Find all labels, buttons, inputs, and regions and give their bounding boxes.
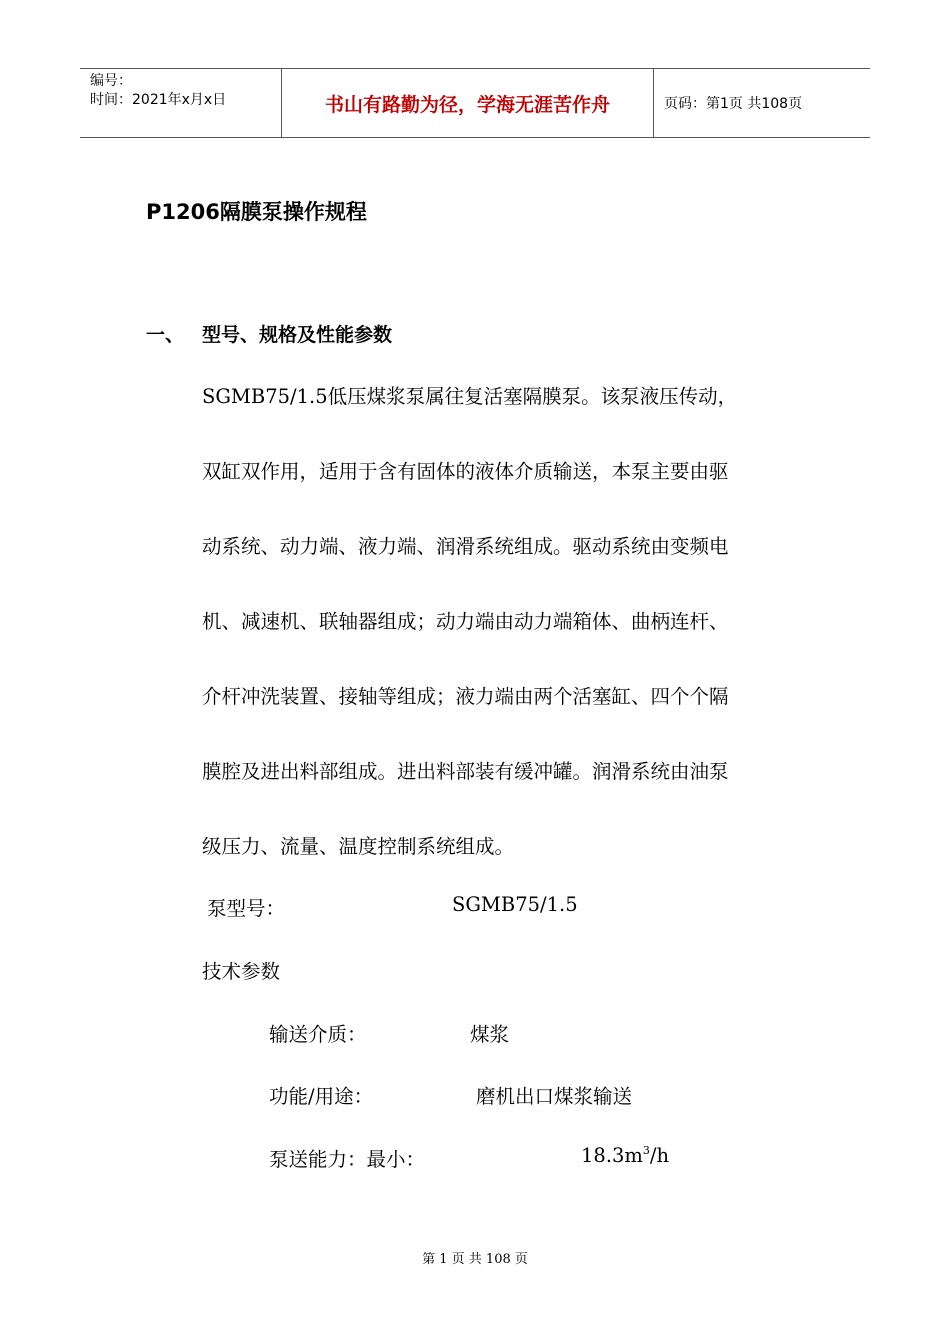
time-label: 时间：2021年x月x日 <box>90 92 227 108</box>
page-footer: 第 1 页 共 108 页 <box>422 1252 528 1267</box>
medium-value: 煤浆 <box>470 1023 510 1046</box>
pump-model-label: 泵型号： <box>207 897 286 920</box>
motto-text: 书山有路勤为径，学海无涯苦作舟 <box>324 93 610 116</box>
capacity-label: 泵送能力：最小： <box>269 1148 426 1171</box>
function-label: 功能/用途： <box>269 1085 374 1108</box>
medium-label: 输送介质： <box>269 1023 367 1046</box>
header-motto-cell <box>282 69 654 137</box>
header-page-cell <box>654 69 870 137</box>
paragraph-line: 双缸双作用，适用于含有固体的液体介质输送，本泵主要由驱 <box>202 460 729 483</box>
paragraph-line: 机、减速机、联轴器组成；动力端由动力端箱体、曲柄连杆、 <box>202 610 729 633</box>
capacity-value <box>581 1144 669 1167</box>
paragraph-line: 介杆冲洗装置、接轴等组成；液力端由两个活塞缸、四个个隔 <box>202 685 729 708</box>
document-title: P1206隔膜泵操作规程 <box>146 200 367 224</box>
paragraph-line: 级压力、流量、温度控制系统组成。 <box>202 835 515 858</box>
header-meta-cell <box>80 69 282 137</box>
capacity-superscript: 3 <box>642 1144 650 1157</box>
header-table <box>80 68 870 138</box>
paragraph-line: SGMB75/1.5低压煤浆泵属往复活塞隔膜泵。该泵液压传动， <box>202 385 738 408</box>
code-label: 编号： <box>90 73 132 89</box>
tech-params-label: 技术参数 <box>202 960 281 983</box>
capacity-number: 18.3m <box>581 1144 643 1167</box>
pump-model-value: SGMB75/1.5 <box>452 893 578 916</box>
function-value: 磨机出口煤浆输送 <box>476 1085 633 1108</box>
paragraph-line: 动系统、动力端、液力端、润滑系统组成。驱动系统由变频电 <box>202 535 729 558</box>
paragraph-line: 膜腔及进出料部组成。进出料部装有缓冲罐。润滑系统由油泵 <box>202 760 729 783</box>
section-number: 一、 <box>146 324 185 346</box>
page-info: 页码：第1页 共108页 <box>664 96 803 112</box>
capacity-unit: /h <box>649 1144 670 1167</box>
section-title: 型号、规格及性能参数 <box>202 324 393 346</box>
